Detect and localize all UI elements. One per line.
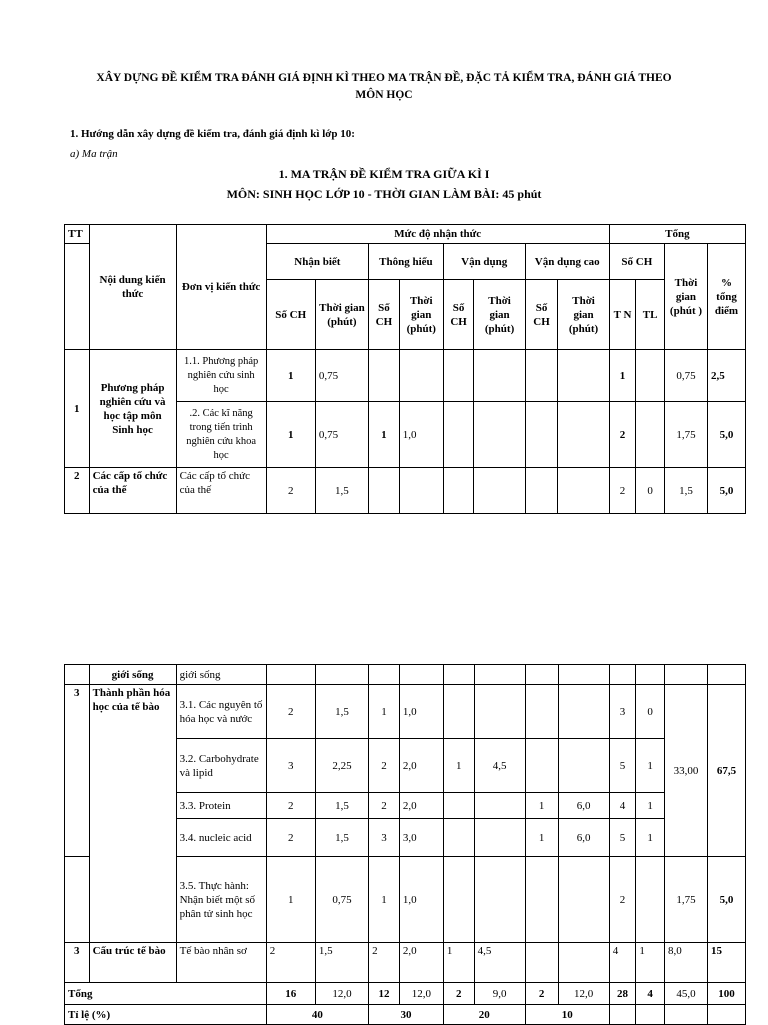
cell-vd-tg (474, 685, 525, 739)
cell-th-tg: 2,0 (399, 793, 443, 819)
total-tg: 45,0 (665, 983, 708, 1005)
cell-vdc-tg (558, 402, 609, 468)
cell-th-ch: 2 (369, 943, 400, 983)
cell-nb-tg: 1,5 (315, 685, 368, 739)
document-title (60, 70, 708, 104)
cell-pct: 15 (708, 943, 746, 983)
header-vdc-soch: Số CH (525, 280, 558, 350)
cell-donvi: giới sống (176, 665, 266, 685)
header-soch: Số CH (609, 244, 664, 280)
cell-vd-tg: 4,5 (474, 943, 525, 983)
cell-th-ch: 1 (369, 685, 400, 739)
cell-donvi: 3.3. Protein (176, 793, 266, 819)
cell-empty (399, 665, 443, 685)
cell-nb-tg: 0,75 (315, 857, 368, 943)
header-thoigian-tong: Thời gian (phút ) (664, 244, 707, 350)
cell-empty (266, 665, 315, 685)
cell-empty (474, 857, 525, 943)
cell-vd-tg (474, 819, 525, 857)
cell-th-ch: 2 (369, 793, 400, 819)
total-th-ch: 12 (369, 983, 400, 1005)
cell-nb-ch: 2 (266, 819, 315, 857)
cell-tl: 0 (636, 685, 665, 739)
total-vd-tg: 9,0 (474, 983, 525, 1005)
cell-noidung: giới sống (89, 665, 176, 685)
cell-tn: 2 (609, 402, 636, 468)
cell-nb-ch: 2 (266, 943, 315, 983)
cell-donvi: 3.1. Các nguyên tố hóa học và nước (176, 685, 266, 739)
cell-tl (636, 350, 665, 402)
header-mucdo: Mức độ nhận thức (266, 225, 609, 244)
header-vdc-thoigian: Thời gian (phút) (558, 280, 609, 350)
cell-donvi: Tế bào nhân sơ (176, 943, 266, 983)
cell-tt: 2 (65, 468, 90, 514)
matrix-table-page2 (64, 664, 746, 1025)
cell-tn: 1 (609, 350, 636, 402)
header-tt-empty (65, 244, 90, 350)
total-th-tg: 12,0 (399, 983, 443, 1005)
cell-vd-tg (474, 468, 525, 514)
cell-vdc-tg (558, 468, 609, 514)
cell-tl (636, 402, 665, 468)
ratio-label: Tỉ lệ (%) (65, 1005, 267, 1025)
cell-vdc-ch: 1 (525, 819, 558, 857)
table-row (65, 685, 746, 739)
cell-nb-tg: 0,75 (315, 402, 368, 468)
table-row (65, 943, 746, 983)
cell-vdc-tg (558, 943, 609, 983)
cell-empty (474, 665, 525, 685)
cell-tg: 8,0 (665, 943, 708, 983)
cell-vdc-tg: 6,0 (558, 793, 609, 819)
cell-nb-tg: 1,5 (315, 819, 368, 857)
cell-nb-tg: 2,25 (315, 739, 368, 793)
subsection-label: a) Ma trận (70, 148, 118, 160)
cell-pct: 2,5 (707, 350, 745, 402)
cell-noidung: Thành phần hóa học của tế bào (89, 685, 176, 943)
cell-vdc-tg (558, 739, 609, 793)
cell-tt: 1 (65, 350, 90, 468)
cell-vdc-tg: 6,0 (558, 819, 609, 857)
cell-th-ch: 1 (369, 857, 400, 943)
total-tn: 28 (609, 983, 636, 1005)
cell-vd-ch (443, 685, 474, 739)
cell-vd-ch (443, 402, 474, 468)
cell-empty (443, 665, 474, 685)
cell-empty (369, 665, 400, 685)
cell-empty (609, 1005, 636, 1025)
document-title-line2: MÔN HỌC (355, 89, 413, 101)
cell-nb-ch: 3 (266, 739, 315, 793)
cell-empty (665, 665, 708, 685)
cell-vdc-tg (558, 350, 609, 402)
cell-th-tg: 1,0 (399, 402, 443, 468)
table-row (65, 350, 746, 402)
cell-noidung: Cấu trúc tế bào (89, 943, 176, 983)
cell-tn: 4 (609, 943, 636, 983)
cell-th-tg: 2,0 (399, 943, 443, 983)
cell-donvi: Các cấp tổ chức của thế (176, 468, 266, 514)
header-vd-thoigian: Thời gian (phút) (474, 280, 525, 350)
header-tt: TT (65, 225, 90, 244)
header-tn: T N (609, 280, 636, 350)
cell-empty (609, 665, 636, 685)
cell-empty (558, 665, 609, 685)
cell-empty (525, 857, 558, 943)
header-vandungcao: Vận dụng cao (525, 244, 609, 280)
cell-nb-tg: 1,5 (315, 468, 368, 514)
total-row (65, 983, 746, 1005)
matrix-subtitle: MÔN: SINH HỌC LỚP 10 - THỜI GIAN LÀM BÀI: 45 phút (226, 187, 542, 201)
cell-th-ch (369, 468, 400, 514)
cell-vdc-ch: 1 (525, 793, 558, 819)
header-nb-soch: Số CH (266, 280, 315, 350)
cell-tt: 3 (65, 943, 90, 983)
cell-tg: 1,5 (664, 468, 707, 514)
cell-tg-group: 33,00 (665, 685, 708, 857)
cell-tn: 2 (609, 468, 636, 514)
cell-empty (315, 665, 368, 685)
header-vd-soch: Số CH (443, 280, 474, 350)
cell-vdc-ch (525, 739, 558, 793)
cell-tl: 1 (636, 739, 665, 793)
total-pct: 100 (708, 983, 746, 1005)
cell-tl: 1 (636, 793, 665, 819)
cell-noidung: Phương pháp nghiên cứu và học tập môn Sinh học (89, 350, 176, 468)
cell-tt (65, 857, 90, 943)
ratio-row (65, 1005, 746, 1025)
cell-nb-ch: 1 (266, 402, 315, 468)
cell-empty (665, 1005, 708, 1025)
cell-th-tg (399, 350, 443, 402)
matrix-table-page1 (64, 224, 746, 514)
cell-nb-ch: 1 (266, 857, 315, 943)
cell-tl: 0 (636, 468, 665, 514)
total-label: Tổng (65, 983, 267, 1005)
cell-vd-ch (443, 793, 474, 819)
header-donvi: Đơn vị kiến thức (176, 225, 266, 350)
header-vandung: Vận dụng (443, 244, 525, 280)
cell-th-tg (399, 468, 443, 514)
guide-heading: 1. Hướng dẫn xây dựng đề kiểm tra, đánh giá định kì lớp 10: (70, 128, 355, 140)
cell-vd-ch (443, 468, 474, 514)
cell-tl: 1 (636, 819, 665, 857)
cell-donvi: 3.2. Carbohydrate và lipid (176, 739, 266, 793)
cell-pct: 5,0 (707, 468, 745, 514)
cell-pct: 5,0 (708, 857, 746, 943)
cell-th-ch: 3 (369, 819, 400, 857)
cell-th-tg: 3,0 (399, 819, 443, 857)
cell-empty (525, 665, 558, 685)
cell-th-tg: 1,0 (399, 857, 443, 943)
cell-vd-tg: 4,5 (474, 739, 525, 793)
cell-tl (636, 857, 665, 943)
header-thonghieu: Thông hiểu (369, 244, 444, 280)
cell-th-ch: 2 (369, 739, 400, 793)
cell-nb-ch: 2 (266, 468, 315, 514)
cell-vdc-ch (525, 685, 558, 739)
cell-th-ch: 1 (369, 402, 400, 468)
cell-tt (65, 665, 90, 685)
header-noidung: Nội dung kiến thức (89, 225, 176, 350)
cell-empty (636, 665, 665, 685)
cell-tg: 1,75 (665, 857, 708, 943)
cell-nb-tg: 1,5 (315, 793, 368, 819)
ratio-th: 30 (369, 1005, 444, 1025)
cell-vd-ch (443, 350, 474, 402)
total-vdc-ch: 2 (525, 983, 558, 1005)
cell-vd-tg (474, 793, 525, 819)
cell-vd-tg (474, 350, 525, 402)
total-tl: 4 (636, 983, 665, 1005)
total-nb-ch: 16 (266, 983, 315, 1005)
cell-tl: 1 (636, 943, 665, 983)
document-title-line1: XÂY DỰNG ĐỀ KIỂM TRA ĐÁNH GIÁ ĐỊNH KÌ THEO MA TRẬN ĐỀ, ĐẶC TẢ KIỂM TRA, ĐÁNH GIÁ THEO (96, 72, 672, 84)
cell-vd-ch: 1 (443, 739, 474, 793)
cell-th-tg: 1,0 (399, 685, 443, 739)
cell-vd-tg (474, 402, 525, 468)
cell-empty (636, 1005, 665, 1025)
header-th-thoigian: Thời gian (phút) (399, 280, 443, 350)
total-vd-ch: 2 (443, 983, 474, 1005)
header-phantram: % tổng điểm (707, 244, 745, 350)
cell-pct-group: 67,5 (708, 685, 746, 857)
cell-noidung: Các cấp tổ chức của thế (89, 468, 176, 514)
cell-tn: 2 (609, 857, 636, 943)
cell-vdc-ch (525, 468, 558, 514)
cell-vdc-tg (558, 685, 609, 739)
total-vdc-tg: 12,0 (558, 983, 609, 1005)
cell-tg: 0,75 (664, 350, 707, 402)
cell-vdc-ch (525, 402, 558, 468)
cell-vdc-ch (525, 943, 558, 983)
cell-tt: 3 (65, 685, 90, 857)
cell-empty (443, 857, 474, 943)
cell-tn: 5 (609, 819, 636, 857)
ratio-vdc: 10 (525, 1005, 609, 1025)
cell-empty (708, 665, 746, 685)
cell-nb-ch: 1 (266, 350, 315, 402)
header-tong: Tổng (609, 225, 745, 244)
cell-nb-tg: 0,75 (315, 350, 368, 402)
cell-th-tg: 2,0 (399, 739, 443, 793)
header-th-soch: Số CH (369, 280, 400, 350)
cell-tn: 4 (609, 793, 636, 819)
ratio-vd: 20 (443, 1005, 525, 1025)
header-tl: TL (636, 280, 665, 350)
cell-th-ch (369, 350, 400, 402)
cell-donvi: 1.1. Phương pháp nghiên cứu sinh học (176, 350, 266, 402)
cell-empty (708, 1005, 746, 1025)
cell-tn: 3 (609, 685, 636, 739)
cell-vd-ch (443, 819, 474, 857)
cell-tg: 1,75 (664, 402, 707, 468)
cell-tn: 5 (609, 739, 636, 793)
table-row (65, 665, 746, 685)
cell-nb-ch: 2 (266, 685, 315, 739)
cell-vdc-ch (525, 350, 558, 402)
header-nb-thoigian: Thời gian (phút) (315, 280, 368, 350)
cell-empty (558, 857, 609, 943)
cell-donvi: 3.5. Thực hành: Nhận biết một số phân tử sinh học (176, 857, 266, 943)
cell-donvi: .2. Các kĩ năng trong tiến trình nghiên cứu khoa học (176, 402, 266, 468)
cell-pct: 5,0 (707, 402, 745, 468)
matrix-title: 1. MA TRẬN ĐỀ KIỂM TRA GIỮA KÌ I (278, 167, 490, 181)
cell-nb-tg: 1,5 (315, 943, 368, 983)
table-row (65, 468, 746, 514)
cell-vd-ch: 1 (443, 943, 474, 983)
ratio-nb: 40 (266, 1005, 368, 1025)
total-nb-tg: 12,0 (315, 983, 368, 1005)
cell-donvi: 3.4. nucleic acid (176, 819, 266, 857)
header-nhanbiet: Nhận biết (266, 244, 368, 280)
cell-nb-ch: 2 (266, 793, 315, 819)
